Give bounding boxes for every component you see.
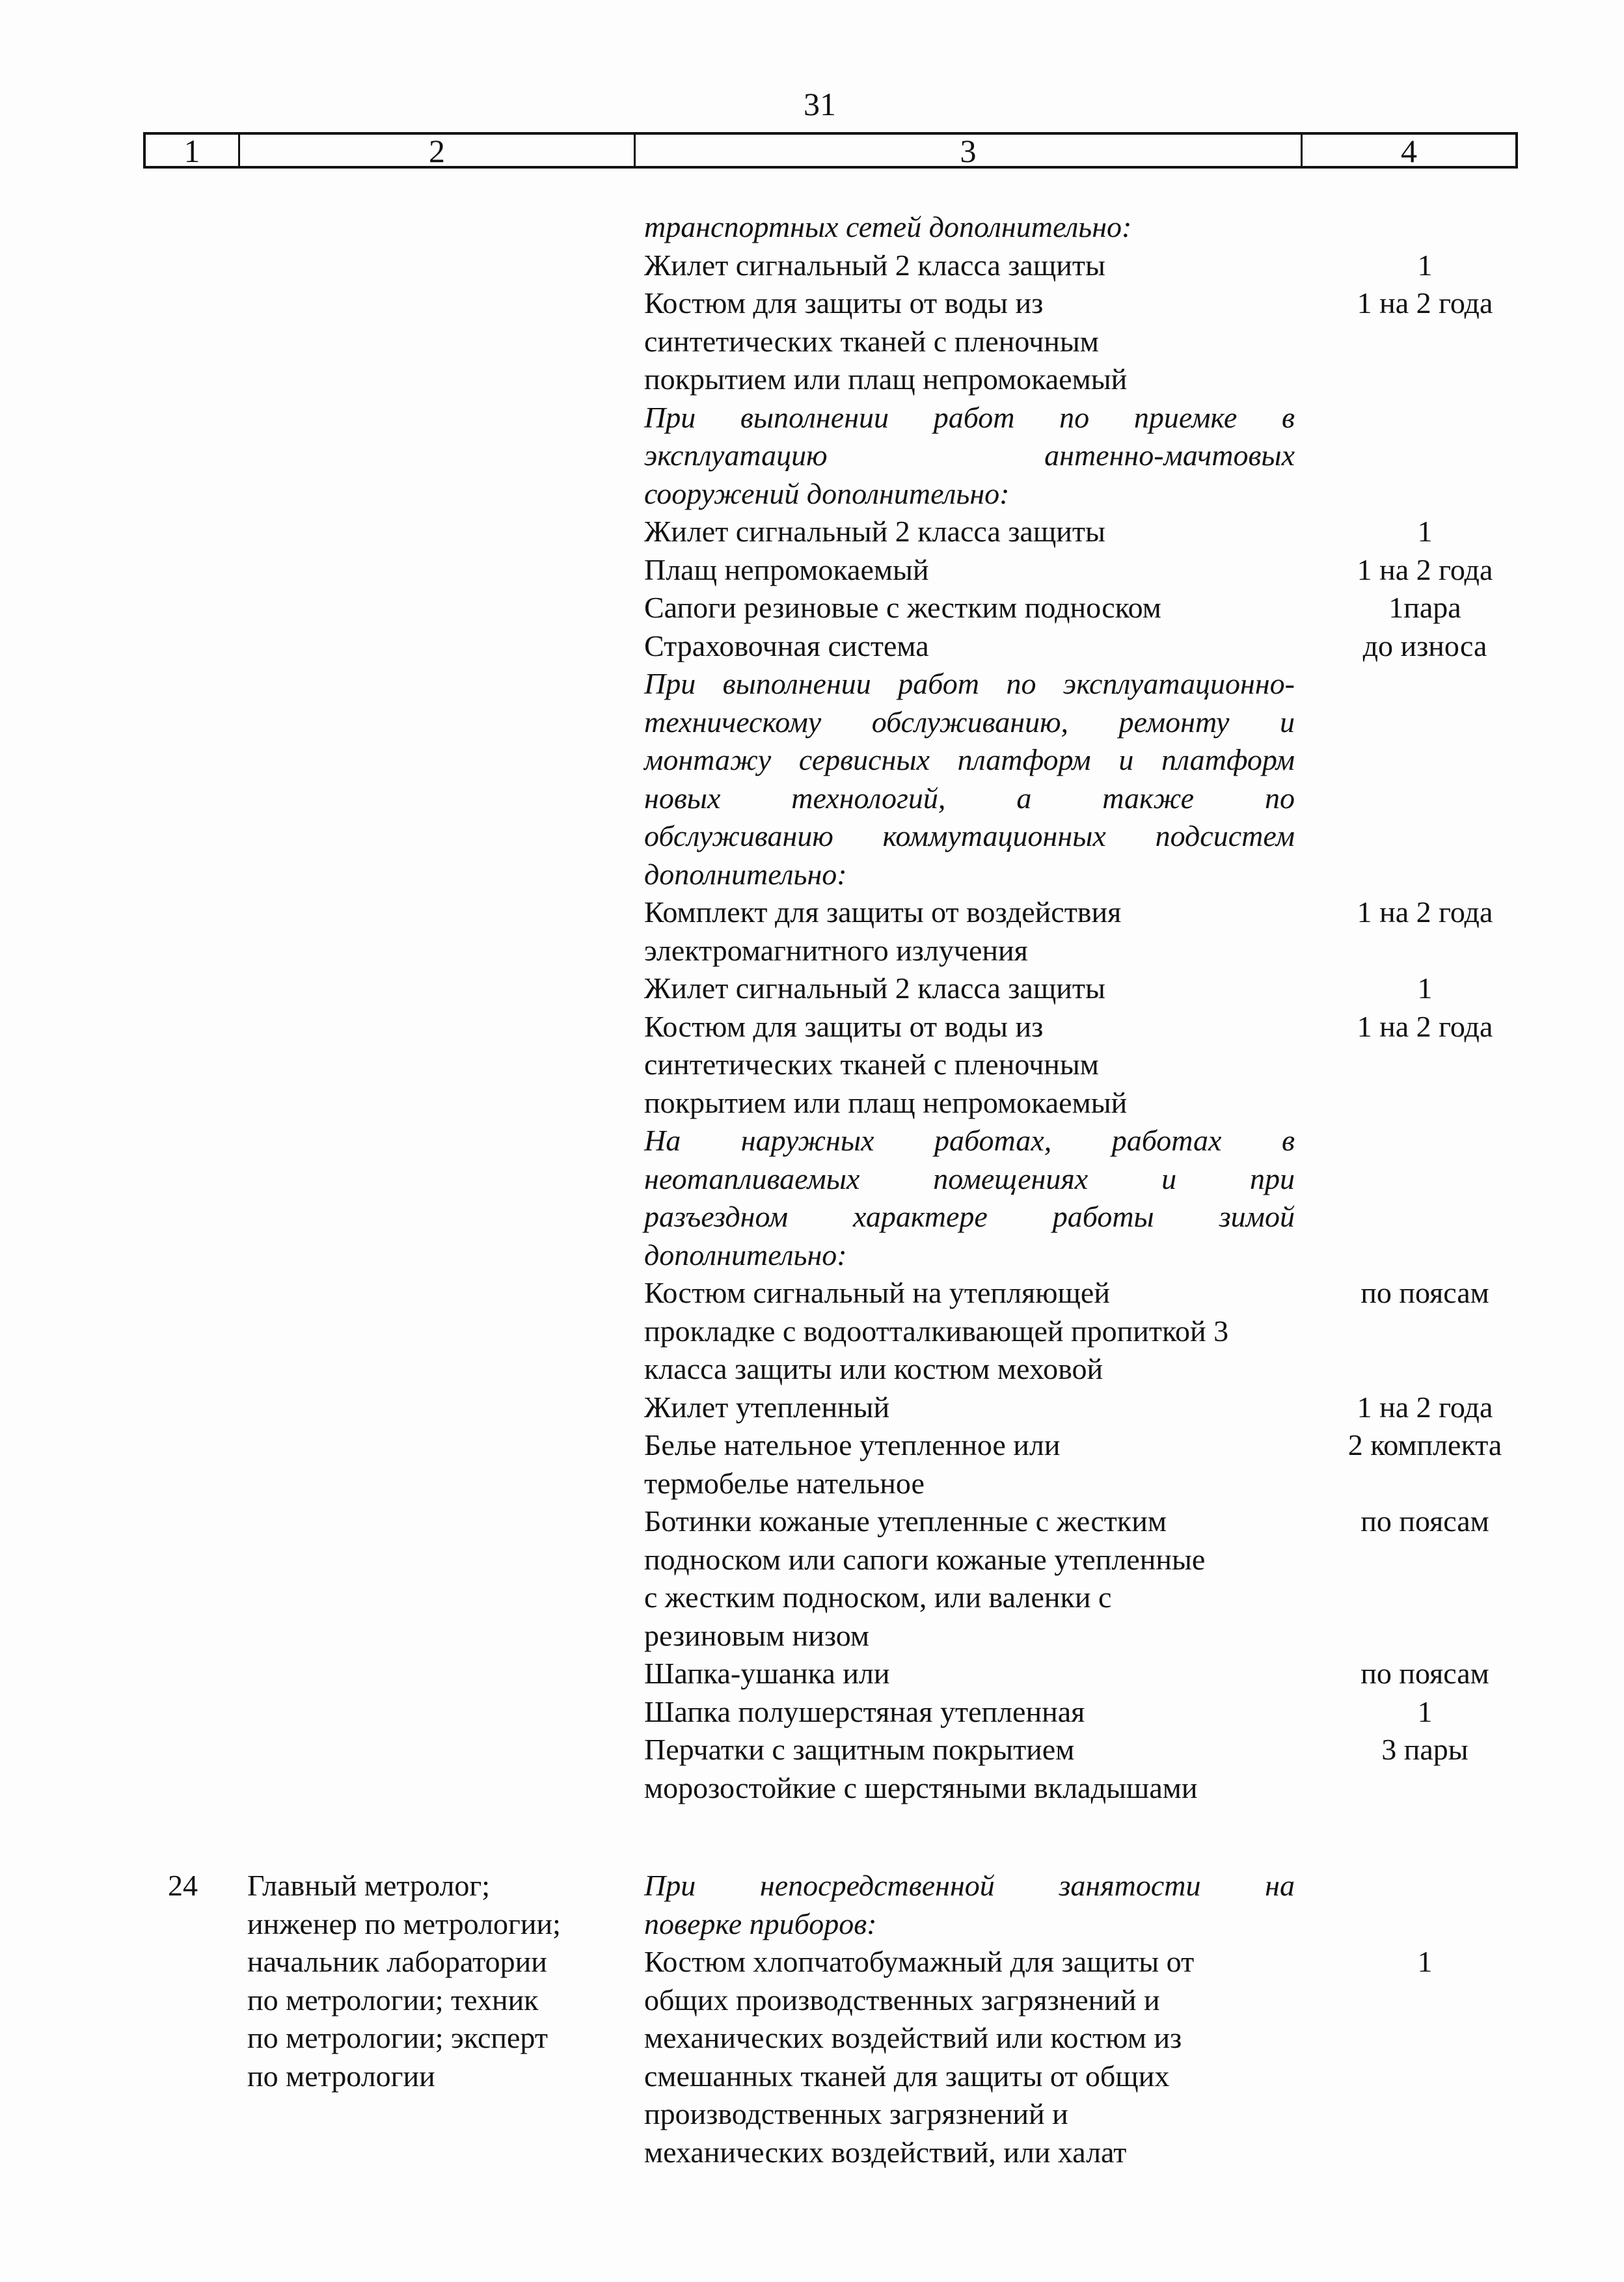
table-body: [0, 208, 1624, 2171]
ppe-quantity: 3 пары: [1381, 1733, 1468, 1766]
ppe-quantity: [1295, 780, 1555, 818]
entry-24-block: [0, 1867, 1624, 2171]
position-title: [247, 1160, 644, 1199]
ppe-item-text: подноском или сапоги кожаные утепленные: [644, 1542, 1206, 1576]
ppe-quantity: 1 на 2 года: [1357, 895, 1493, 929]
ppe-quantity: [1295, 1160, 1555, 1199]
table-row: [0, 589, 1624, 627]
position-title: [247, 1236, 644, 1275]
row-number: [0, 780, 247, 818]
row-number: [0, 1502, 247, 1541]
table-row: [0, 551, 1624, 590]
ppe-quantity: 2 комплекта: [1347, 1428, 1502, 1461]
table-row: [0, 1769, 1624, 1808]
ppe-item-text: резиновым низом: [644, 1618, 869, 1652]
ppe-quantity: [1295, 1046, 1555, 1084]
position-title: [247, 284, 644, 323]
position-title: [247, 1312, 644, 1351]
position-title: [247, 780, 644, 818]
position-title: [247, 703, 644, 742]
condition-note: эксплуатацию антенно-мачтовых: [644, 439, 1295, 472]
table-row: [0, 1046, 1624, 1084]
table-row: [0, 780, 1624, 818]
position-title: Главный метролог;: [247, 1869, 491, 1902]
ppe-item-text: Костюм для защиты от воды из: [644, 1009, 1044, 1043]
ppe-quantity: [1295, 1084, 1555, 1122]
table-row: [0, 1084, 1624, 1122]
ppe-item-text: прокладке с водоотталкивающей пропиткой 3: [644, 1314, 1229, 1348]
table-row: [0, 1426, 1624, 1465]
ppe-quantity: 1 на 2 года: [1357, 552, 1493, 586]
table-row: [0, 970, 1624, 1008]
table-row: [0, 399, 1624, 437]
row-number: [0, 703, 247, 742]
table-row: [0, 437, 1624, 475]
ppe-item-text: синтетических тканей с пленочным: [644, 1048, 1099, 1081]
condition-note: разъездном характере работы зимой: [644, 1200, 1295, 1233]
row-number: [0, 1160, 247, 1199]
row-number: [0, 1731, 247, 1769]
ppe-item-text: морозостойкие с шерстяными вкладышами: [644, 1771, 1198, 1804]
ppe-item-text: Жилет сигнальный 2 класса защиты: [644, 515, 1105, 548]
ppe-item-text: смешанных тканей для защиты от общих: [644, 2059, 1170, 2093]
table-row: [0, 2095, 1624, 2134]
table-row: [0, 2134, 1624, 2172]
ppe-item-text: производственных загрязнений и: [644, 2097, 1068, 2130]
condition-note: сооружений дополнительно:: [644, 476, 1010, 510]
page-number: 31: [804, 86, 836, 122]
ppe-item-text: термобелье нательное: [644, 1466, 925, 1500]
row-number: [0, 1981, 247, 2020]
table-row: [0, 665, 1624, 703]
ppe-quantity: [1295, 817, 1555, 856]
table-row: [0, 1693, 1624, 1732]
table-row: [0, 1198, 1624, 1236]
ppe-quantity: [1295, 1905, 1555, 1944]
row-number: [0, 360, 247, 399]
condition-note: новых технологий, а также по: [644, 781, 1295, 815]
position-title: [247, 1693, 644, 1732]
position-title: [247, 323, 644, 361]
row-number: [0, 856, 247, 894]
row-number: [0, 1579, 247, 1617]
table-row: [0, 627, 1624, 666]
ppe-quantity: 1 на 2 года: [1357, 1009, 1493, 1043]
position-title: [247, 1008, 644, 1046]
header-col-2: 2: [240, 135, 636, 166]
ppe-quantity: [1295, 1579, 1555, 1617]
table-row: [0, 1541, 1624, 1579]
position-title: [247, 1426, 644, 1465]
condition-note: обслуживанию коммутационных подсистем: [644, 819, 1295, 852]
row-number: [0, 1655, 247, 1693]
row-number: [0, 208, 247, 247]
row-number: [0, 1198, 247, 1236]
position-title: [247, 360, 644, 399]
table-row: [0, 208, 1624, 247]
row-number: [0, 1008, 247, 1046]
row-number: [0, 1084, 247, 1122]
table-row: [0, 360, 1624, 399]
ppe-quantity: [1295, 2019, 1555, 2058]
position-title: [247, 247, 644, 285]
ppe-quantity: [1295, 1769, 1555, 1808]
ppe-item-text: Шапка-ушанка или: [644, 1657, 890, 1690]
position-title: [247, 1350, 644, 1389]
ppe-quantity: [1295, 1541, 1555, 1579]
table-row: [0, 1236, 1624, 1275]
ppe-quantity: [1295, 475, 1555, 513]
table-row: [0, 1867, 1624, 1905]
position-title: по метрологии; эксперт: [247, 2021, 548, 2054]
ppe-item-text: Костюм сигнальный на утепляющей: [644, 1276, 1110, 1309]
ppe-quantity: по поясам: [1360, 1657, 1489, 1690]
position-title: [247, 817, 644, 856]
row-number: [0, 1693, 247, 1732]
ppe-item-text: покрытием или плащ непромокаемый: [644, 1085, 1128, 1119]
position-title: [247, 1122, 644, 1160]
position-title: [247, 513, 644, 551]
ppe-quantity: [1295, 2134, 1555, 2172]
ppe-quantity: [1295, 1617, 1555, 1655]
table-header: [143, 132, 1518, 169]
table-row: [0, 1312, 1624, 1351]
table-row: [0, 1731, 1624, 1769]
position-title: [247, 399, 644, 437]
ppe-item-text: электромагнитного излучения: [644, 933, 1028, 967]
row-number: [0, 1236, 247, 1275]
table-row: [0, 741, 1624, 780]
row-number: [0, 475, 247, 513]
row-number: [0, 665, 247, 703]
table-row: [0, 1274, 1624, 1312]
condition-note: На наружных работах, работах в: [644, 1124, 1295, 1157]
position-title: по метрологии; техник: [247, 1983, 539, 2017]
row-number: [0, 513, 247, 551]
row-number: [0, 1350, 247, 1389]
row-number: [0, 1389, 247, 1427]
position-title: [247, 1541, 644, 1579]
row-number: [0, 589, 247, 627]
ppe-quantity: 1: [1417, 515, 1433, 548]
ppe-quantity: [1295, 665, 1555, 703]
row-number: 24: [168, 1869, 198, 1902]
ppe-quantity: [1295, 399, 1555, 437]
ppe-item-text: Ботинки кожаные утепленные с жестким: [644, 1504, 1167, 1538]
condition-note: неотапливаемых помещениях и при: [644, 1161, 1295, 1195]
ppe-quantity: [1295, 1867, 1555, 1905]
ppe-item-text: механических воздействий или костюм из: [644, 2021, 1182, 2054]
position-title: [247, 1274, 644, 1312]
ppe-quantity: [1295, 741, 1555, 780]
table-row: [0, 1655, 1624, 1693]
row-number: [0, 2019, 247, 2058]
table-row: [0, 513, 1624, 551]
table-row: [0, 893, 1624, 932]
ppe-quantity: [1295, 360, 1555, 399]
ppe-item-text: Белье нательное утепленное или: [644, 1428, 1061, 1461]
ppe-item-text: Плащ непромокаемый: [644, 552, 929, 586]
table-row: [0, 1350, 1624, 1389]
table-row: [0, 323, 1624, 361]
position-title: [247, 589, 644, 627]
row-number: [0, 247, 247, 285]
row-number: [0, 1274, 247, 1312]
ppe-quantity: 1пара: [1388, 591, 1461, 624]
ppe-quantity: 1 на 2 года: [1357, 1390, 1493, 1424]
ppe-item-text: Жилет утепленный: [644, 1390, 890, 1424]
ppe-quantity: [1295, 1981, 1555, 2020]
row-number: [0, 437, 247, 475]
ppe-item-text: с жестким подноском, или валенки с: [644, 1581, 1112, 1614]
row-number: [0, 1426, 247, 1465]
position-title: [247, 2134, 644, 2172]
row-number: [0, 399, 247, 437]
row-number: [0, 323, 247, 361]
ppe-quantity: [1295, 2095, 1555, 2134]
table-row: [0, 1389, 1624, 1427]
row-number: [0, 741, 247, 780]
ppe-quantity: [1295, 2058, 1555, 2096]
header-col-1: 1: [146, 135, 240, 166]
ppe-quantity: [1295, 1312, 1555, 1351]
header-col-3: 3: [636, 135, 1303, 166]
row-number: [0, 627, 247, 666]
ppe-quantity: [1295, 437, 1555, 475]
ppe-quantity: до износа: [1362, 629, 1487, 662]
ppe-quantity: [1295, 1465, 1555, 1503]
position-title: [247, 1769, 644, 1808]
position-title: [247, 893, 644, 932]
table-row: [0, 1579, 1624, 1617]
table-row: [0, 817, 1624, 856]
row-number: [0, 1312, 247, 1351]
position-title: [247, 932, 644, 970]
ppe-item-text: Шапка полушерстяная утепленная: [644, 1694, 1085, 1728]
ppe-quantity: по поясам: [1360, 1276, 1489, 1309]
ppe-item-text: покрытием или плащ непромокаемый: [644, 362, 1128, 396]
table-row: [0, 247, 1624, 285]
row-number: [0, 2134, 247, 2172]
condition-note: техническому обслуживанию, ремонту и: [644, 705, 1295, 739]
row-number: [0, 1465, 247, 1503]
condition-note: При выполнении работ по приемке в: [644, 400, 1295, 434]
position-title: [247, 970, 644, 1008]
row-number: [0, 1617, 247, 1655]
position-title: [247, 208, 644, 247]
ppe-quantity: по поясам: [1360, 1504, 1489, 1538]
table-row: [0, 1465, 1624, 1503]
position-title: [247, 1465, 644, 1503]
condition-note: дополнительно:: [644, 857, 847, 891]
position-title: [247, 856, 644, 894]
position-title: [247, 1617, 644, 1655]
ppe-item-text: Жилет сигнальный 2 класса защиты: [644, 971, 1105, 1005]
position-title: [247, 437, 644, 475]
table-row: [0, 475, 1624, 513]
ppe-quantity: [1295, 208, 1555, 247]
ppe-quantity: [1295, 323, 1555, 361]
row-number: [0, 1769, 247, 1808]
table-row: [0, 856, 1624, 894]
position-title: [247, 1198, 644, 1236]
ppe-quantity: [1295, 1350, 1555, 1389]
table-row: [0, 2058, 1624, 2096]
ppe-quantity: 1: [1417, 248, 1433, 282]
ppe-item-text: Комплект для защиты от воздействия: [644, 895, 1122, 929]
ppe-item-text: Костюм для защиты от воды из: [644, 286, 1044, 319]
position-title: [247, 1502, 644, 1541]
ppe-quantity: [1295, 1236, 1555, 1275]
position-title: [247, 1046, 644, 1084]
ppe-item-text: общих производственных загрязнений и: [644, 1983, 1160, 2017]
row-number: [0, 2095, 247, 2134]
position-title: начальник лаборатории: [247, 1945, 547, 1978]
ppe-quantity: [1295, 1198, 1555, 1236]
table-row: [0, 1905, 1624, 1944]
table-row: [0, 1502, 1624, 1541]
ppe-item-text: Жилет сигнальный 2 класса защиты: [644, 248, 1105, 282]
position-title: [247, 1731, 644, 1769]
condition-note: При выполнении работ по эксплуатационно-: [644, 667, 1295, 700]
row-number: [0, 551, 247, 590]
table-row: [0, 284, 1624, 323]
position-title: [247, 665, 644, 703]
position-title: [247, 1084, 644, 1122]
position-title: [247, 1579, 644, 1617]
position-title: [247, 551, 644, 590]
ppe-item-text: Перчатки с защитным покрытием: [644, 1733, 1075, 1766]
condition-note: При непосредственной занятости на: [644, 1869, 1295, 1902]
table-row: [0, 1160, 1624, 1199]
row-number: [0, 284, 247, 323]
ppe-quantity: 1: [1417, 1694, 1433, 1728]
header-col-4: 4: [1401, 133, 1417, 169]
condition-note: поверке приборов:: [644, 1907, 877, 1940]
condition-note: монтажу сервисных платформ и платформ: [644, 743, 1295, 776]
ppe-item-text: синтетических тканей с пленочным: [644, 324, 1099, 358]
table-row: [0, 2019, 1624, 2058]
row-number: [0, 817, 247, 856]
position-title: [247, 475, 644, 513]
position-title: [247, 741, 644, 780]
row-number: [0, 970, 247, 1008]
row-number: [0, 1905, 247, 1944]
row-number: [0, 1541, 247, 1579]
table-row: [0, 1122, 1624, 1160]
ppe-item-text: механических воздействий, или халат: [644, 2135, 1127, 2169]
position-title: [247, 2095, 644, 2134]
row-number: [0, 893, 247, 932]
condition-note: дополнительно:: [644, 1238, 847, 1271]
table-row: [0, 1008, 1624, 1046]
position-title: [247, 1655, 644, 1693]
ppe-item-text: Костюм хлопчатобумажный для защиты от: [644, 1945, 1195, 1978]
ppe-quantity: [1295, 703, 1555, 742]
ppe-item-text: класса защиты или костюм меховой: [644, 1352, 1103, 1385]
position-title: по метрологии: [247, 2059, 435, 2093]
row-number: [0, 1046, 247, 1084]
ppe-quantity: [1295, 856, 1555, 894]
ppe-item-text: Сапоги резиновые с жестким подноском: [644, 591, 1161, 624]
position-title: [247, 627, 644, 666]
position-title: [247, 1389, 644, 1427]
row-number: [0, 1122, 247, 1160]
ppe-quantity: [1295, 1122, 1555, 1160]
ppe-quantity: [1295, 932, 1555, 970]
ppe-quantity: 1 на 2 года: [1357, 286, 1493, 319]
ppe-quantity: 1: [1417, 1945, 1433, 1978]
row-number: [0, 1943, 247, 1981]
table-row: [0, 1943, 1624, 1981]
table-row: [0, 1617, 1624, 1655]
row-number: [0, 932, 247, 970]
row-number: [0, 2058, 247, 2096]
position-title: инженер по метрологии;: [247, 1907, 561, 1940]
continuation-block: [0, 208, 1624, 1807]
table-row: [0, 1981, 1624, 2020]
ppe-quantity: 1: [1417, 971, 1433, 1005]
table-row: [0, 703, 1624, 742]
table-row: [0, 932, 1624, 970]
condition-note: транспортных сетей дополнительно:: [644, 210, 1132, 243]
ppe-item-text: Страховочная система: [644, 629, 929, 662]
